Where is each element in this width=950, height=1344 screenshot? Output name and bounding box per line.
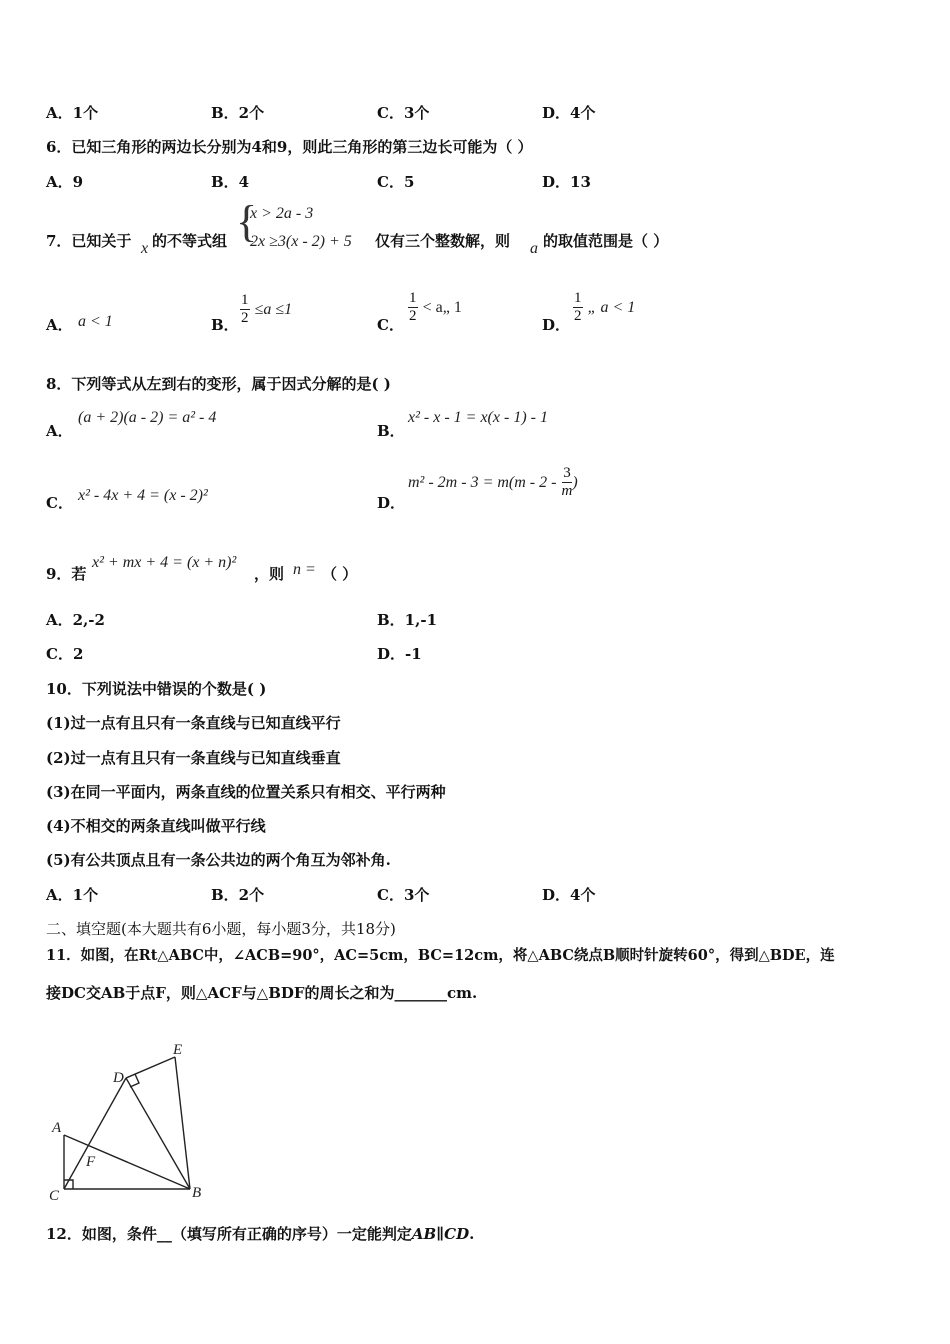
q8-option-a: (a + 2)(a - 2) = a² - 4 <box>78 409 217 426</box>
q10-item-3: (3)在同一平面内，两条直线的位置关系只有相交、平行两种 <box>46 783 446 801</box>
q12-math: AB∥CD <box>411 1225 470 1243</box>
q10-option-b: B．2个 <box>211 886 265 904</box>
segment-eb <box>175 1057 190 1189</box>
q7-option-b: $\frac{1}{2}$ ≤a ≤1 <box>241 292 293 326</box>
q7-stem-mid2: 仅有三个整数解，则 <box>375 232 511 250</box>
q5-option-b: B．2个 <box>211 104 265 122</box>
q5-option-d: D．4个 <box>542 104 596 122</box>
q6-option-b: B．4 <box>211 173 250 191</box>
q8-option-b: x² - x - 1 = x(x - 1) - 1 <box>408 409 548 426</box>
q6-stem: 6．已知三角形的两边长分别为4和9，则此三角形的第三边长可能为（ ） <box>46 138 533 156</box>
q10-option-d: D．4个 <box>542 886 596 904</box>
segment-ab <box>64 1135 190 1189</box>
q9-option-d: D．-1 <box>377 645 422 663</box>
q7-option-a: a < 1 <box>78 313 113 330</box>
q7-option-c-fraction: $\frac{1}{2}$ <box>409 290 417 324</box>
q7-option-b-fraction: $\frac{1}{2}$ <box>241 292 249 326</box>
q6-option-c: C．5 <box>377 173 415 191</box>
label-f: F <box>86 1154 96 1170</box>
q6-option-a: A．9 <box>46 173 84 191</box>
q7-label-d: D． <box>542 316 571 334</box>
q7-stem-mid: 的不等式组 <box>152 232 228 250</box>
q9-stem-mid: ，则 <box>254 565 285 583</box>
label-a: A <box>52 1120 62 1136</box>
q8-option-d: m² - 2m - 3 = m(m - 2 - $\frac{3}{m}$ ) <box>408 465 578 499</box>
segment-db <box>126 1078 190 1189</box>
label-e: E <box>173 1042 183 1058</box>
q10-item-1: (1)过一点有且只有一条直线与已知直线平行 <box>46 714 341 732</box>
q9-option-a: A．2,-2 <box>46 611 105 629</box>
q7-system-brace: { <box>236 197 258 246</box>
q9-option-c: C．2 <box>46 645 84 663</box>
q9-expression2: n = <box>293 561 316 578</box>
q10-item-5: (5)有公共顶点且有一条公共边的两个角互为邻补角. <box>46 851 391 869</box>
q6-option-d: D．13 <box>542 173 591 191</box>
q7-var-a: a <box>530 240 538 257</box>
q7-system-line2: 2x ≥3(x - 2) + 5 <box>250 233 352 250</box>
q11-geometry-figure <box>40 1035 220 1205</box>
segment-de <box>126 1057 175 1078</box>
q11-line2: 接DC交AB于点F，则△ACF与△BDF的周长之和为_______cm. <box>46 984 478 1002</box>
q7-option-d-fraction: $\frac{1}{2}$ <box>574 290 582 324</box>
q9-option-b: B．1,-1 <box>377 611 438 629</box>
q8-stem: 8．下列等式从左到右的变形，属于因式分解的是( ) <box>46 375 391 393</box>
label-d: D <box>113 1070 124 1086</box>
q10-option-a: A．1个 <box>46 886 99 904</box>
q7-option-c: $\frac{1}{2}$ < a„ 1 <box>409 290 462 324</box>
q7-option-d: $\frac{1}{2}$ „ a < 1 <box>574 290 636 324</box>
q8-label-c: C． <box>46 494 73 512</box>
q7-label-a: A． <box>46 316 73 334</box>
q11-line1: 11．如图，在Rt△ABC中，∠ACB=90°，AC=5cm，BC=12cm，将△ABC绕点B顺时针旋转60°，得到△BDE，连 <box>46 947 835 964</box>
q9-stem-start: 9．若 <box>46 565 87 583</box>
q10-option-c: C．3个 <box>377 886 430 904</box>
q5-option-c: C．3个 <box>377 104 430 122</box>
q12-text: 12．如图，条件__（填写所有正确的序号）一定能判定AB∥CD. <box>46 1225 475 1243</box>
section-2-heading: 二、填空题(本大题共有6小题，每小题3分，共18分) <box>46 920 396 938</box>
label-b: B <box>192 1185 202 1201</box>
q7-var-x: x <box>141 240 149 257</box>
q10-item-2: (2)过一点有且只有一条直线与已知直线垂直 <box>46 749 341 767</box>
q9-expression: x² + mx + 4 = (x + n)² <box>92 554 237 571</box>
q7-stem-end: 的取值范围是（ ） <box>543 232 669 250</box>
q8-label-d: D． <box>377 494 406 512</box>
q7-stem-start: 7．已知关于 <box>46 232 132 250</box>
q10-stem: 10．下列说法中错误的个数是( ) <box>46 680 267 698</box>
q8-option-d-fraction: $\frac{3}{m}$ <box>561 465 573 499</box>
q8-label-a: A． <box>46 422 73 440</box>
segment-dc <box>64 1078 126 1189</box>
q8-option-c: x² - 4x + 4 = (x - 2)² <box>78 487 208 504</box>
q5-option-a: A．1个 <box>46 104 99 122</box>
q10-item-4: (4)不相交的两条直线叫做平行线 <box>46 817 266 835</box>
q9-stem-end: （ ） <box>322 565 358 583</box>
label-c: C <box>49 1188 60 1204</box>
q7-label-c: C． <box>377 316 404 334</box>
q8-label-b: B． <box>377 422 405 440</box>
q7-system-line1: x > 2a - 3 <box>250 205 314 222</box>
q7-label-b: B． <box>211 316 239 334</box>
